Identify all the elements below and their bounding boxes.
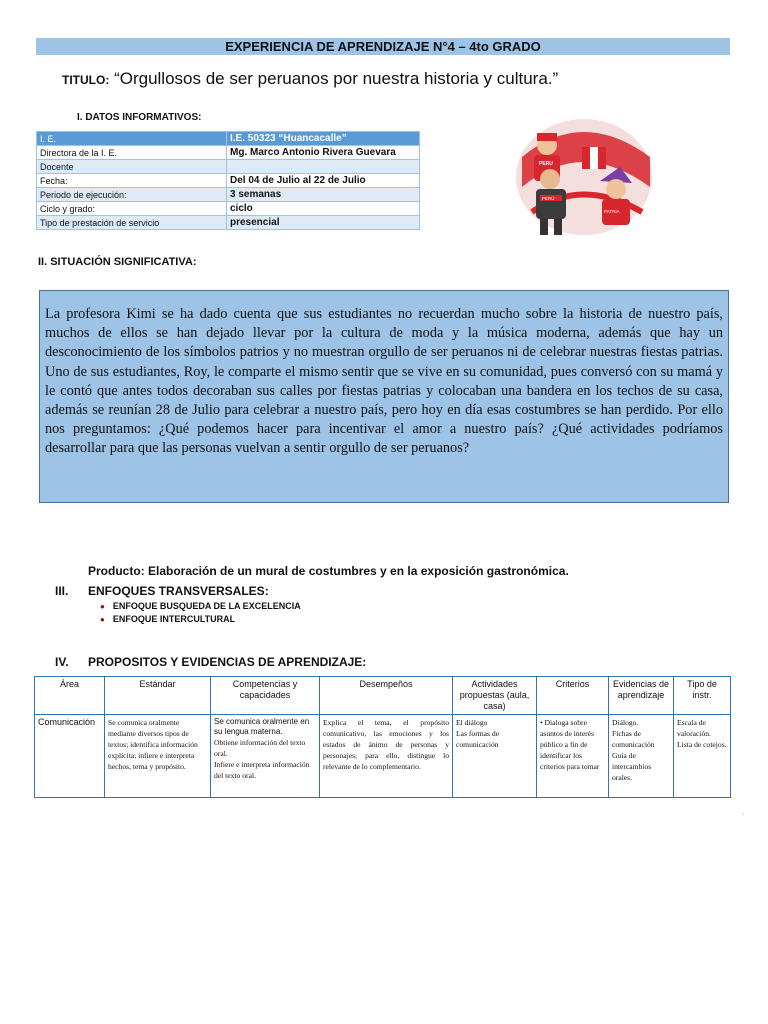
peru-celebration-illustration <box>512 117 652 239</box>
propositos-heading: PROPOSITOS Y EVIDENCIAS DE APRENDIZAJE: <box>88 655 367 669</box>
col-header: Desempeños <box>320 677 453 715</box>
col-header: Competencias y capacidades <box>211 677 320 715</box>
document-title: EXPERIENCIA DE APRENDIZAJE N°4 – 4to GRADO <box>225 39 541 54</box>
datos-label: Directora de la I. E. <box>37 146 227 160</box>
table-row <box>35 715 731 798</box>
datos-row <box>37 132 420 146</box>
datos-value: Del 04 de Julio al 22 de Julio <box>227 174 420 188</box>
datos-value: 3 semanas <box>227 188 420 202</box>
situacion-heading: II. SITUACIÓN SIGNIFICATIVA: <box>38 256 197 268</box>
enfoque-label: ENFOQUE BUSQUEDA DE LA EXCELENCIA <box>112 601 301 611</box>
instrumento-text: Lista de cotejos. <box>677 740 727 749</box>
enfoques-list <box>100 600 301 626</box>
enfoque-item <box>100 613 301 626</box>
illus-text: PERU <box>539 161 553 167</box>
datos-value: presencial <box>227 216 420 230</box>
datos-label: Docente <box>37 160 227 174</box>
table-header-row <box>35 677 731 715</box>
datos-value: ciclo <box>227 202 420 216</box>
bullet-dot-icon: ● <box>100 602 105 611</box>
enfoque-item <box>100 600 301 613</box>
cell-competencias <box>211 715 320 798</box>
actividad-text: Las formas de comunicación <box>456 729 500 749</box>
datos-label: Tipo de prestación de servicio <box>37 216 227 230</box>
cell-instrumento <box>674 715 731 798</box>
titulo-line <box>62 68 558 91</box>
datos-label: Fecha: <box>37 174 227 188</box>
cell-area: Comunicación <box>35 715 105 798</box>
datos-value: I.E. 50323 “Huancacalle” <box>227 132 420 146</box>
cell-estandar: Se comunica oralmente mediante diversos tipos de textos; identifica información explícita; infiere e interpreta hechos, tema y propósito. <box>105 715 211 798</box>
illus-text: PERÚ <box>542 196 555 201</box>
datos-row <box>37 216 420 230</box>
col-header: Tipo de instr. <box>674 677 731 715</box>
datos-label: Periodo de ejecución: <box>37 188 227 202</box>
enfoque-label: ENFOQUE INTERCULTURAL <box>112 614 236 624</box>
datos-heading: I. DATOS INFORMATIVOS: <box>77 112 202 123</box>
datos-value <box>227 160 420 174</box>
cell-evidencias <box>609 715 674 798</box>
datos-table <box>36 131 420 230</box>
capacidad-text: Obtiene información del texto oral. <box>214 738 306 758</box>
col-header: Área <box>35 677 105 715</box>
titulo-text: “Orgullosos de ser peruanos por nuestra historia y cultura.” <box>114 69 559 88</box>
cell-actividades <box>453 715 537 798</box>
competencia-text: Se comunica oralmente en su lengua materna. <box>214 717 310 736</box>
datos-row <box>37 174 420 188</box>
situacion-text: La profesora Kimi se ha dado cuenta que sus estudiantes no recuerdan mucho sobre la historia de nuestro país, muchos de ellos se han dejado llevar por la cultura de moda y la música moderna, además que hay un desconocimiento de los símbolos patrios y no muestran orgullo de ser peruanos ni de celebrar nuestras fiestas patrias. Uno de sus estudiantes, Roy, le comparte el mismo sentir que se vive en su comunidad, pues conversó con su mamá y le contó que antes todos decoraban sus calles por fiestas patrias y colocaban una bandera en los techos de su casa, además se reunían 28 de Julio para celebrar a nuestro país, pero hoy en día esas costumbres se han perdido. Por ello nos preguntamos: ¿Qué podemos hacer para incentivar el amor a nuestro país? ¿Qué actividades podríamos desarrollar para que las personas vuelvan a sentir orgullo de ser peruanos? <box>45 306 723 457</box>
bullet-dot-icon: ● <box>100 615 105 624</box>
datos-value: Mg. Marco Antonio Rivera Guevara <box>227 146 420 160</box>
evidencia-text: Guía de intercambios orales. <box>612 751 652 782</box>
datos-row <box>37 202 420 216</box>
datos-row <box>37 146 420 160</box>
datos-row <box>37 188 420 202</box>
capacidad-text: Infiere e interpreta información del texto oral. <box>214 760 310 780</box>
datos-label: Ciclo y grado: <box>37 202 227 216</box>
instrumento-text: Escala de valoración. <box>677 718 711 738</box>
actividad-text: El diálogo <box>456 718 488 727</box>
datos-row <box>37 160 420 174</box>
cell-criterios: • Dialoga sobre asuntos de interés público a fin de identificar los criterios para tomar <box>537 715 609 798</box>
col-header: Estándar <box>105 677 211 715</box>
datos-label: I. E. <box>37 132 227 146</box>
producto-line: Producto: Elaboración de un mural de costumbres y en la exposición gastronómica. <box>88 564 569 578</box>
propositos-number: IV. <box>55 655 69 669</box>
col-header: Actividades propuestas (aula, casa) <box>453 677 537 715</box>
document-header <box>36 38 730 55</box>
enfoques-number: III. <box>55 584 69 598</box>
page-mark: › <box>742 812 744 818</box>
illus-text: PATRIA <box>604 209 620 214</box>
cell-desempenos: Explica el tema, el propósito comunicativo, las emociones y los estados de ánimo de personas y personajes; para ello, distingue lo relevante de lo complementario. <box>320 715 453 798</box>
col-header: Evidencias de aprendizaje <box>609 677 674 715</box>
titulo-label: TITULO: <box>62 73 110 87</box>
enfoques-heading: ENFOQUES TRANSVERSALES: <box>88 584 269 598</box>
col-header: Criterios <box>537 677 609 715</box>
evidencia-text: Diálogo. <box>612 718 639 727</box>
situacion-box <box>39 290 729 503</box>
evidencia-text: Fichas de comunicación <box>612 729 655 749</box>
propositos-table <box>34 676 731 798</box>
